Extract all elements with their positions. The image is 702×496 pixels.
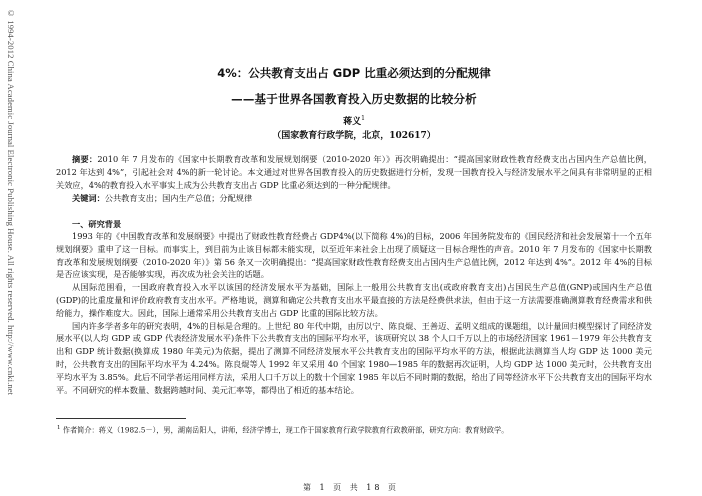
keywords-label: 关键词： — [72, 193, 105, 203]
author-affiliation: （国家教育行政学院，北京，102617） — [272, 131, 436, 141]
footnote-divider — [56, 418, 186, 419]
abstract — [56, 153, 652, 192]
abstract-label: 摘要： — [72, 154, 98, 164]
paper-page — [56, 66, 652, 436]
author-footnote-mark: 1 — [361, 115, 365, 122]
paper-title: 4%：公共教育支出占 GDP 比重必须达到的分配规律 — [217, 66, 491, 80]
page-number: 第 1 页 共 18 页 — [303, 483, 399, 492]
keywords — [56, 192, 652, 205]
author-footnote — [56, 423, 652, 435]
copyright-watermark: © 1994-2012 China Academic Journal Electronic Publishing House. All rights reserved. http://www.cnki.net — [6, 8, 16, 396]
body-paragraph-3: 国内许多学者多年的研究表明，4%的目标是合理的。上世纪 80 年代中期，由厉以宁、陈良焜、王善迈、孟明义组成的课题组，以计量回归模型探讨了同经济发展水平(以人均 GDP 或 GDP 代表经济发展水平)条件下公共教育支出的国际平均水平，该项研究以 38 个人口千万以上的市场经济国家 1961－1979 年公共教育支出和 GDP 统计数据(换算成 1980 年美元)为依据，提出了测算不同经济发展水平公共教育支出的国际平均水平的方法，根据此法测算当人均 GDP 达 1000 美元时，公共教育支出的国际平均水平为 4.24%。陈良焜等人 1992 年又采用 40 个国家 1980—1985 年的数据再次证明，人均 GDP 达 1000 美元时，公共教育支出平均水平为 3.85%。此后不同学者运用同样方法，采用人口千万以上的数十个国家 1985 年以后不同时期的数据，给出了同等经济水平下公共教育支出的国际平均水平。不同研究的样本数量、数据跨越时间、美元汇率等，都得出了相近的基本结论。 — [56, 320, 652, 395]
footnote-mark: 1 — [57, 425, 61, 432]
keywords-text: 公共教育支出；国内生产总值；分配规律 — [104, 193, 253, 203]
paper-subtitle: ——基于世界各国教育投入历史数据的比较分析 — [231, 92, 477, 106]
author-name: 蒋义 — [343, 117, 362, 127]
author-line — [56, 113, 652, 128]
body-paragraph-2: 从国际范围看，一国政府教育投入水平以该国的经济发展水平为基础，国际上一般用公共教育支出(或政府教育支出)占国民生产总值(GNP)或国内生产总值(GDP)的比重度量和评价政府教育支出水平。严格地说，测算和确定公共教育支出水平最直接的方法是经费供求法，但由于这一方法需要准确测算教育经费需求和供给能力，操作难度大。因此，国际上通常采用公共教育支出占 GDP 比重的国际比较方法。 — [56, 282, 652, 318]
footnote-text: 作者简介：蒋义（1982.5－），男，湖南岳阳人，讲师，经济学博士，现工作于国家教育行政学院教育行政教研部，研究方向：教育财政学。 — [62, 425, 509, 435]
section-heading: 一、研究背景 — [72, 219, 122, 229]
body-paragraph-1: 1993 年的《中国教育改革和发展纲要》中提出了财政性教育经费占 GDP4%(以下简称 4%)的目标，2006 年国务院发布的《国民经济和社会发展第十一个五年规划纲要》重申了这一目标。而事实上，到目前为止该目标都未能实现，以至近年来社会上出现了质疑这一目标合理性的声音。2010 年 7 月发布的《国家中长期教育改革和发展规划纲要（2010-2020 年）》第 56 条又一次明确提出：“提高国家财政性教育经费支出占国内生产总值比例，2012 年达到 4%”。2012 年 4%的目标是否应该实现，是否能够实现，再次成为社会关注的话题。 — [56, 231, 652, 280]
abstract-text: 2010 年 7 月发布的《国家中长期教育改革和发展规划纲要（2010-2020 年）》再次明确提出：“提高国家财政性教育经费支出占国内生产总值比例，2012 年达到 4%”，引起社会对 4%的新一轮讨论。本文通过对世界各国教育投入的历史数据进行分析，发现一国教育投入与经济发展水平之间具有非常明显的正相关效应，4%的教育投入水平事实上成为公共教育支出占 GDP 比重必须达到的一种分配规律。 — [56, 154, 652, 190]
